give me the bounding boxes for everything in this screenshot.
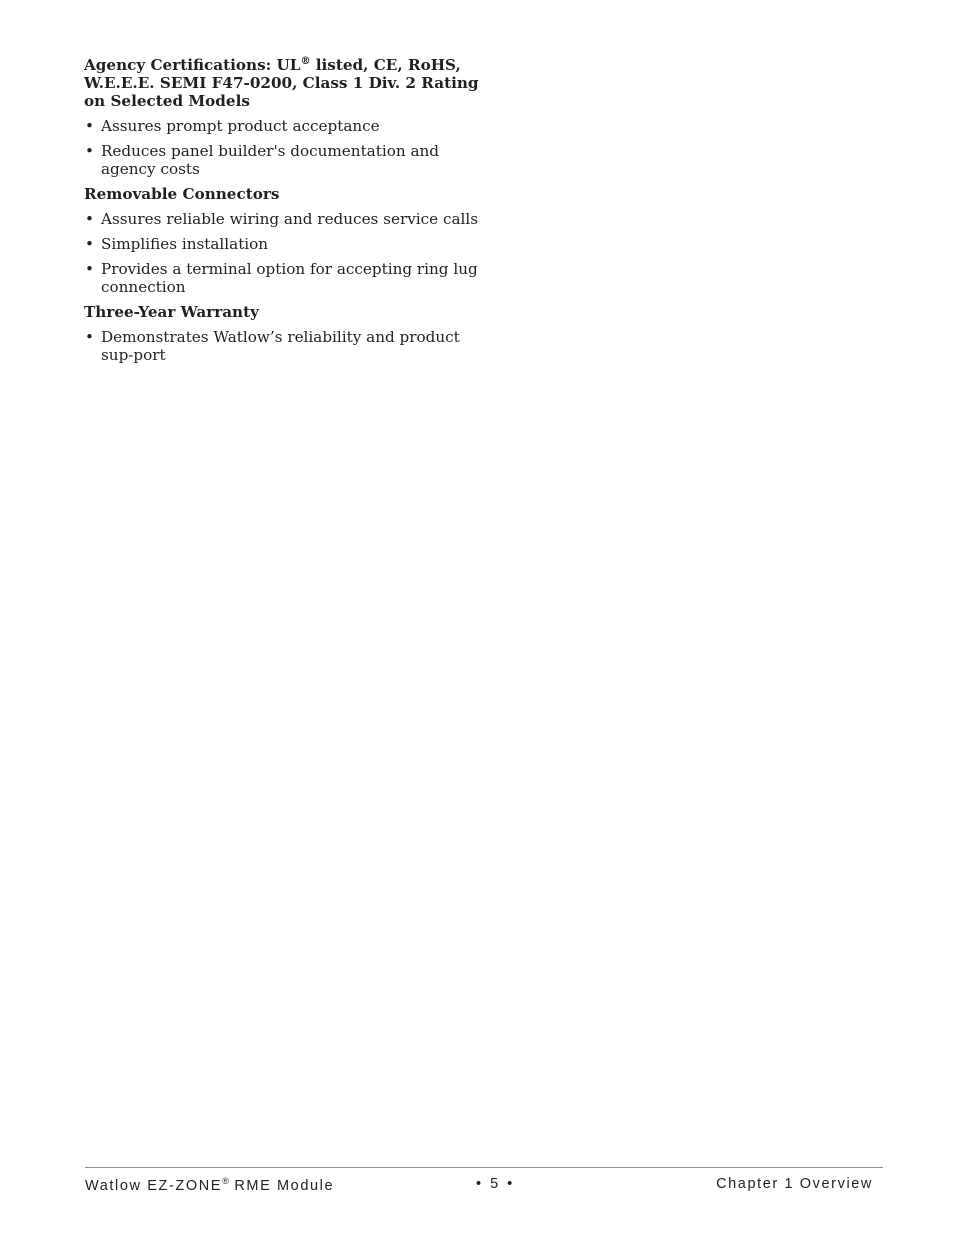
bullet-icon: • <box>85 328 94 347</box>
page-footer <box>85 1176 875 1198</box>
footer-product-suffix: RME Module <box>228 1177 335 1194</box>
list-item <box>84 328 484 364</box>
section-heading-removable-connectors: Removable Connectors <box>84 185 280 204</box>
list-item <box>84 260 484 296</box>
footer-chapter-title: Chapter 1 Overview <box>716 1176 873 1192</box>
bullet-icon: • <box>85 142 94 161</box>
footer-product-name <box>85 1176 334 1194</box>
heading-text: listed, CE, RoHS, W.E.E.E. SEMI F47-0200, Class 1 Div. 2 Rating on Selected Models <box>84 56 479 111</box>
registered-mark: ® <box>222 1176 229 1186</box>
heading-text: Agency Certifications: UL <box>84 56 301 75</box>
page-number: 5 <box>490 1176 499 1192</box>
section-heading-three-year-warranty: Three-Year Warranty <box>84 303 259 322</box>
section-heading-agency-certifications <box>84 53 484 110</box>
list-item-text: Reduces panel builder's documentation and agency costs <box>101 142 440 179</box>
list-item-text: Simplifies installation <box>101 235 269 254</box>
list-item <box>84 235 484 253</box>
bullet-icon: • <box>85 260 94 279</box>
list-item-text: Demonstrates Watlow’s reliability and product sup-port <box>101 328 460 365</box>
footer-divider <box>85 1167 883 1168</box>
list-item-text: Assures prompt product acceptance <box>101 117 380 136</box>
list-item <box>84 142 484 178</box>
footer-product-prefix: Watlow EZ-ZONE <box>85 1177 223 1194</box>
bullet-icon: • <box>85 117 94 136</box>
list-item-text: Provides a terminal option for accepting ring lug connection <box>101 260 478 297</box>
bullet-icon: • <box>85 235 94 254</box>
bullet-list-removable-connectors <box>84 210 484 296</box>
bullet-icon: • <box>507 1176 513 1192</box>
bullet-list-three-year-warranty <box>84 328 484 364</box>
page-content <box>84 53 484 371</box>
bullet-icon: • <box>476 1176 482 1192</box>
bullet-icon: • <box>85 210 94 229</box>
registered-mark: ® <box>300 56 311 67</box>
list-item <box>84 210 484 228</box>
bullet-list-agency-certifications <box>84 117 484 178</box>
list-item-text: Assures reliable wiring and reduces service calls <box>101 210 479 229</box>
footer-page-number <box>467 1176 521 1192</box>
list-item <box>84 117 484 135</box>
